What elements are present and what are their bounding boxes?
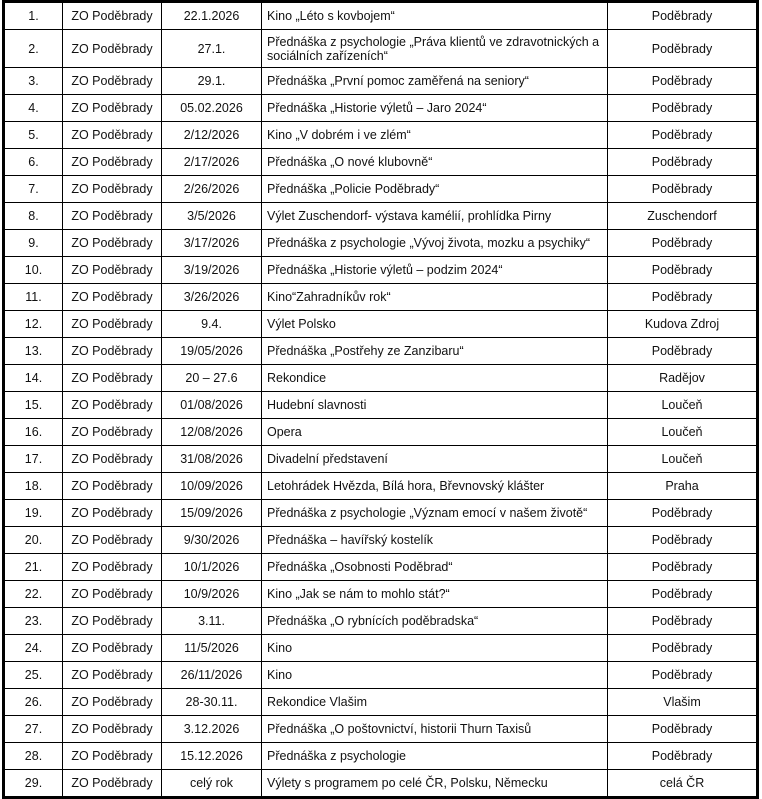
event-cell: Přednáška z psychologie [262,743,608,770]
table-row [4,176,758,203]
event-cell: Divadelní představení [262,446,608,473]
date-cell: 3/5/2026 [162,203,262,230]
organization-cell: ZO Poděbrady [63,554,162,581]
date-cell: 3/26/2026 [162,284,262,311]
table-row [4,446,758,473]
place-cell: Poděbrady [608,2,758,30]
row-number-cell: 2. [4,30,63,68]
place-cell: Poděbrady [608,527,758,554]
table-row [4,419,758,446]
table-row [4,30,758,68]
place-cell: Kudova Zdroj [608,311,758,338]
row-number-cell: 18. [4,473,63,500]
place-cell: Radějov [608,365,758,392]
table-row [4,392,758,419]
event-cell: Opera [262,419,608,446]
table-row [4,230,758,257]
event-cell: Přednáška „Osobnosti Poděbrad“ [262,554,608,581]
organization-cell: ZO Poděbrady [63,689,162,716]
date-cell: celý rok [162,770,262,798]
event-cell: Přednáška „Policie Poděbrady“ [262,176,608,203]
date-cell: 3/17/2026 [162,230,262,257]
row-number-cell: 25. [4,662,63,689]
event-cell: Kino „Léto s kovbojem“ [262,2,608,30]
table-row [4,554,758,581]
row-number-cell: 16. [4,419,63,446]
date-cell: 27.1. [162,30,262,68]
organization-cell: ZO Poděbrady [63,662,162,689]
date-cell: 20 – 27.6 [162,365,262,392]
table-body [4,2,758,798]
event-cell: Přednáška „Historie výletů – Jaro 2024“ [262,95,608,122]
event-cell: Kino [262,635,608,662]
date-cell: 11/5/2026 [162,635,262,662]
row-number-cell: 8. [4,203,63,230]
organization-cell: ZO Poděbrady [63,176,162,203]
date-cell: 01/08/2026 [162,392,262,419]
date-cell: 26/11/2026 [162,662,262,689]
event-cell: Přednáška „Postřehy ze Zanzibaru“ [262,338,608,365]
event-cell: Letohrádek Hvězda, Bílá hora, Břevnovský klášter [262,473,608,500]
row-number-cell: 1. [4,2,63,30]
event-cell: Výlet Polsko [262,311,608,338]
date-cell: 19/05/2026 [162,338,262,365]
date-cell: 9/30/2026 [162,527,262,554]
row-number-cell: 4. [4,95,63,122]
table-row [4,311,758,338]
place-cell: Poděbrady [608,500,758,527]
date-cell: 05.02.2026 [162,95,262,122]
place-cell: Poděbrady [608,662,758,689]
table-row [4,635,758,662]
place-cell: Poděbrady [608,257,758,284]
table-row [4,203,758,230]
organization-cell: ZO Poděbrady [63,338,162,365]
organization-cell: ZO Poděbrady [63,30,162,68]
schedule-table-container [2,0,759,799]
date-cell: 3.11. [162,608,262,635]
event-cell: Hudební slavnosti [262,392,608,419]
date-cell: 3/19/2026 [162,257,262,284]
date-cell: 31/08/2026 [162,446,262,473]
row-number-cell: 23. [4,608,63,635]
row-number-cell: 20. [4,527,63,554]
place-cell: Poděbrady [608,743,758,770]
place-cell: Poděbrady [608,30,758,68]
date-cell: 29.1. [162,68,262,95]
organization-cell: ZO Poděbrady [63,365,162,392]
row-number-cell: 13. [4,338,63,365]
row-number-cell: 5. [4,122,63,149]
place-cell: Praha [608,473,758,500]
place-cell: Poděbrady [608,68,758,95]
place-cell: Loučeň [608,419,758,446]
place-cell: Poděbrady [608,581,758,608]
date-cell: 15/09/2026 [162,500,262,527]
event-cell: Kino „V dobrém i ve zlém“ [262,122,608,149]
organization-cell: ZO Poděbrady [63,68,162,95]
organization-cell: ZO Poděbrady [63,392,162,419]
event-cell: Přednáška „O poštovnictví, historii Thurn Taxisů [262,716,608,743]
table-row [4,770,758,798]
date-cell: 2/26/2026 [162,176,262,203]
place-cell: Poděbrady [608,122,758,149]
organization-cell: ZO Poděbrady [63,500,162,527]
date-cell: 12/08/2026 [162,419,262,446]
date-cell: 10/1/2026 [162,554,262,581]
row-number-cell: 11. [4,284,63,311]
event-cell: Přednáška z psychologie „Vývoj života, mozku a psychiky“ [262,230,608,257]
date-cell: 3.12.2026 [162,716,262,743]
table-row [4,365,758,392]
place-cell: Poděbrady [608,284,758,311]
table-row [4,581,758,608]
row-number-cell: 9. [4,230,63,257]
date-cell: 28-30.11. [162,689,262,716]
organization-cell: ZO Poděbrady [63,149,162,176]
event-cell: Kino“Zahradníkův rok“ [262,284,608,311]
table-row [4,284,758,311]
table-row [4,122,758,149]
row-number-cell: 27. [4,716,63,743]
event-cell: Přednáška „Historie výletů – podzim 2024“ [262,257,608,284]
row-number-cell: 29. [4,770,63,798]
row-number-cell: 22. [4,581,63,608]
table-row [4,95,758,122]
event-cell: Přednáška „První pomoc zaměřená na seniory“ [262,68,608,95]
organization-cell: ZO Poděbrady [63,770,162,798]
place-cell: Poděbrady [608,716,758,743]
date-cell: 10/09/2026 [162,473,262,500]
row-number-cell: 6. [4,149,63,176]
event-cell: Rekondice [262,365,608,392]
event-cell: Rekondice Vlašim [262,689,608,716]
table-row [4,473,758,500]
row-number-cell: 28. [4,743,63,770]
event-cell: Přednáška „O rybnících poděbradska“ [262,608,608,635]
table-row [4,716,758,743]
place-cell: Zuschendorf [608,203,758,230]
organization-cell: ZO Poděbrady [63,122,162,149]
place-cell: celá ČR [608,770,758,798]
row-number-cell: 24. [4,635,63,662]
organization-cell: ZO Poděbrady [63,716,162,743]
place-cell: Vlašim [608,689,758,716]
place-cell: Poděbrady [608,149,758,176]
organization-cell: ZO Poděbrady [63,257,162,284]
event-cell: Přednáška z psychologie „Význam emocí v našem životě“ [262,500,608,527]
table-row [4,68,758,95]
organization-cell: ZO Poděbrady [63,446,162,473]
organization-cell: ZO Poděbrady [63,95,162,122]
organization-cell: ZO Poděbrady [63,635,162,662]
date-cell: 2/12/2026 [162,122,262,149]
organization-cell: ZO Poděbrady [63,284,162,311]
table-row [4,257,758,284]
place-cell: Poděbrady [608,176,758,203]
organization-cell: ZO Poděbrady [63,581,162,608]
place-cell: Loučeň [608,392,758,419]
row-number-cell: 21. [4,554,63,581]
event-cell: Kino „Jak se nám to mohlo stát?“ [262,581,608,608]
table-row [4,689,758,716]
organization-cell: ZO Poděbrady [63,203,162,230]
organization-cell: ZO Poděbrady [63,2,162,30]
row-number-cell: 14. [4,365,63,392]
event-cell: Kino [262,662,608,689]
place-cell: Poděbrady [608,338,758,365]
table-row [4,338,758,365]
table-row [4,608,758,635]
table-row [4,500,758,527]
table-row [4,662,758,689]
row-number-cell: 19. [4,500,63,527]
place-cell: Poděbrady [608,554,758,581]
event-cell: Výlety s programem po celé ČR, Polsku, Německu [262,770,608,798]
organization-cell: ZO Poděbrady [63,419,162,446]
organization-cell: ZO Poděbrady [63,311,162,338]
place-cell: Poděbrady [608,608,758,635]
date-cell: 22.1.2026 [162,2,262,30]
organization-cell: ZO Poděbrady [63,527,162,554]
events-schedule-table [2,0,759,799]
row-number-cell: 3. [4,68,63,95]
row-number-cell: 10. [4,257,63,284]
place-cell: Loučeň [608,446,758,473]
organization-cell: ZO Poděbrady [63,608,162,635]
place-cell: Poděbrady [608,635,758,662]
date-cell: 15.12.2026 [162,743,262,770]
organization-cell: ZO Poděbrady [63,743,162,770]
row-number-cell: 17. [4,446,63,473]
organization-cell: ZO Poděbrady [63,230,162,257]
date-cell: 10/9/2026 [162,581,262,608]
organization-cell: ZO Poděbrady [63,473,162,500]
event-cell: Výlet Zuschendorf- výstava kamélií, prohlídka Pirny [262,203,608,230]
place-cell: Poděbrady [608,230,758,257]
event-cell: Přednáška „O nové klubovně“ [262,149,608,176]
table-row [4,2,758,30]
row-number-cell: 26. [4,689,63,716]
table-row [4,743,758,770]
place-cell: Poděbrady [608,95,758,122]
date-cell: 2/17/2026 [162,149,262,176]
row-number-cell: 7. [4,176,63,203]
event-cell: Přednáška – havířský kostelík [262,527,608,554]
date-cell: 9.4. [162,311,262,338]
table-row [4,527,758,554]
row-number-cell: 12. [4,311,63,338]
table-row [4,149,758,176]
event-cell: Přednáška z psychologie „Práva klientů ve zdravotnických a sociálních zařízeních“ [262,30,608,68]
row-number-cell: 15. [4,392,63,419]
